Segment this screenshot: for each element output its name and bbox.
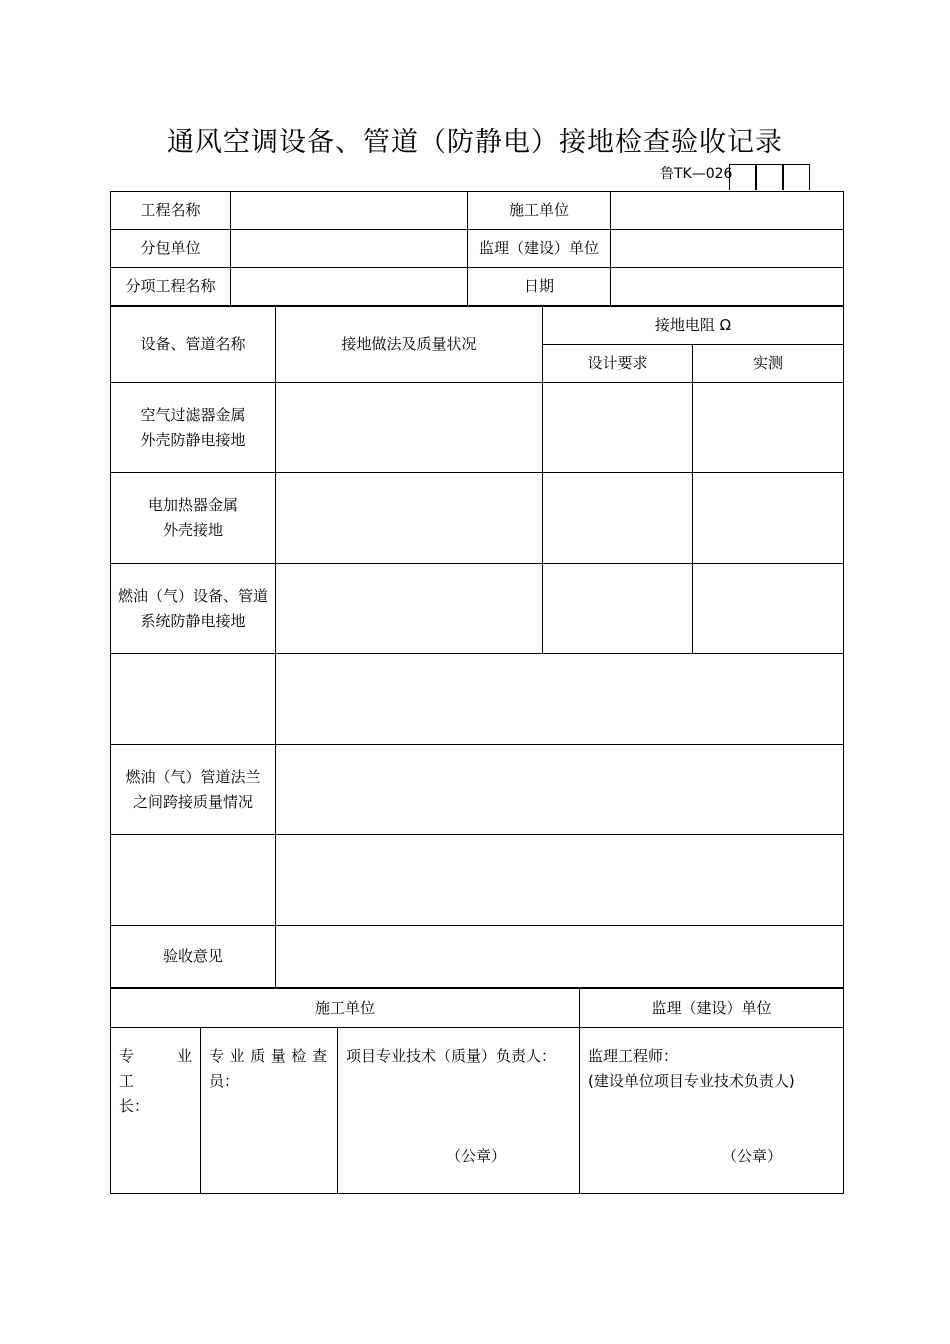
design-requirement-header: 设计要求 (543, 345, 693, 383)
row-label-line: 之间跨接质量情况 (132, 792, 253, 811)
method-column-header: 接地做法及质量状况 (276, 307, 543, 383)
code-box[interactable] (729, 164, 756, 190)
table-row (111, 926, 844, 988)
row-label-line: 燃油（气）设备、管道 (117, 586, 268, 605)
official-seal-label: （公章） (722, 1147, 783, 1165)
row-label-line: 燃油（气）管道法兰 (125, 767, 261, 786)
supervision-unit-field[interactable] (611, 230, 844, 268)
construction-unit-label: 施工单位 (468, 192, 611, 230)
project-name-label: 工程名称 (111, 192, 231, 230)
wide-cell[interactable] (276, 745, 844, 835)
row-label-line: 空气过滤器金属 (140, 405, 246, 424)
wide-cell[interactable] (276, 654, 844, 745)
page-title: 通风空调设备、管道（防静电）接地检查验收记录 (167, 127, 783, 158)
measured-header: 实测 (693, 345, 844, 383)
quality-inspector-signature-cell[interactable] (201, 1028, 338, 1194)
supervisor-signature-cell[interactable] (580, 1028, 844, 1194)
supervisor-note: (建设单位项目专业技术负责人) (588, 1072, 795, 1090)
wide-cell[interactable] (276, 835, 844, 926)
supervisor-label: 监理工程师： (588, 1047, 679, 1065)
measured-cell[interactable] (693, 473, 844, 564)
resistance-column-header: 接地电阻 Ω (543, 307, 844, 345)
equipment-column-header: 设备、管道名称 (111, 307, 276, 383)
acceptance-opinion-label: 验收意见 (111, 926, 276, 988)
method-cell[interactable] (276, 564, 543, 654)
code-box[interactable] (756, 164, 783, 190)
row-label (111, 745, 276, 835)
table-row (111, 383, 844, 473)
grounding-inspection-table (110, 306, 844, 988)
row-label-line: 系统防静电接地 (140, 611, 246, 630)
acceptance-opinion-field[interactable] (276, 926, 844, 988)
construction-unit-field[interactable] (611, 192, 844, 230)
design-cell[interactable] (543, 564, 693, 654)
sub-item-label: 分项工程名称 (111, 268, 231, 306)
subcontractor-label: 分包单位 (111, 230, 231, 268)
tech-lead-label: 项目专业技术（质量）负责人： (346, 1047, 557, 1065)
table-row (111, 745, 844, 835)
foreman-label: 专 业 工 (119, 1047, 208, 1090)
construction-unit-heading: 施工单位 (111, 989, 580, 1028)
row-label[interactable] (111, 835, 276, 926)
row-label-line: 外壳防静电接地 (140, 430, 246, 449)
row-label[interactable] (111, 654, 276, 745)
date-field[interactable] (611, 268, 844, 306)
date-label: 日期 (468, 268, 611, 306)
table-row (111, 473, 844, 564)
signoff-table (110, 988, 844, 1194)
row-label (111, 473, 276, 564)
table-row (111, 564, 844, 654)
measured-cell[interactable] (693, 383, 844, 473)
project-info-table (110, 191, 844, 306)
design-cell[interactable] (543, 473, 693, 564)
form-code: 鲁TK—026 (660, 166, 733, 182)
row-label-line: 外壳接地 (162, 521, 223, 539)
quality-inspector-label-cont: 员： (209, 1072, 240, 1090)
foreman-signature-cell[interactable] (111, 1028, 208, 1194)
subcontractor-field[interactable] (231, 230, 468, 268)
sub-item-field[interactable] (231, 268, 468, 306)
measured-cell[interactable] (693, 564, 844, 654)
foreman-label-cont: 长： (119, 1097, 150, 1115)
tech-lead-signature-cell[interactable] (338, 1028, 580, 1194)
official-seal-label: （公章） (446, 1147, 507, 1165)
supervision-unit-label: 监理（建设）单位 (468, 230, 611, 268)
table-row (111, 654, 844, 745)
method-cell[interactable] (276, 473, 543, 564)
quality-inspector-label: 专业质量检查 (209, 1047, 329, 1065)
supervision-unit-heading: 监理（建设）单位 (580, 989, 844, 1028)
row-label-line: 电加热器金属 (147, 496, 238, 514)
table-row (111, 835, 844, 926)
row-label (111, 564, 276, 654)
method-cell[interactable] (276, 383, 543, 473)
design-cell[interactable] (543, 383, 693, 473)
project-name-field[interactable] (231, 192, 468, 230)
code-box[interactable] (783, 164, 810, 190)
row-label (111, 383, 276, 473)
